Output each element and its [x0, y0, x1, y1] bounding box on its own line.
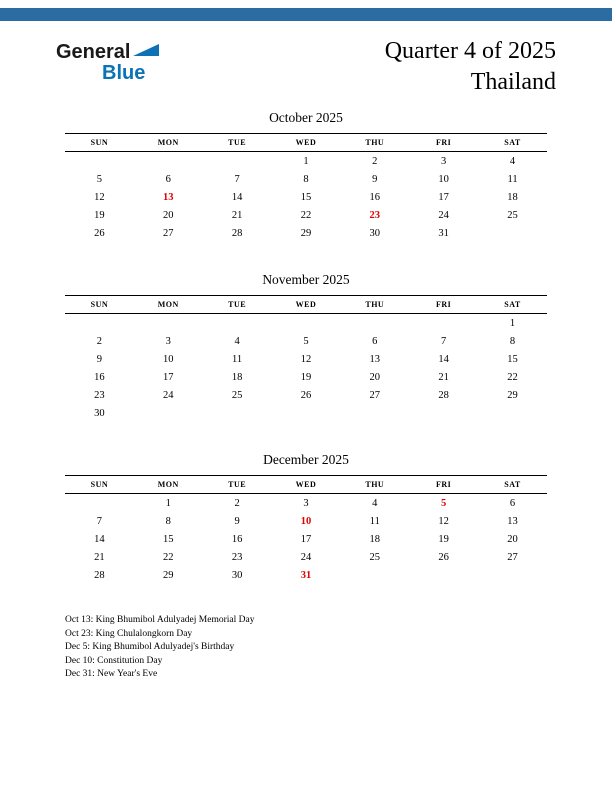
day-cell: 19: [438, 533, 449, 545]
empty-cell: [134, 314, 203, 333]
general-blue-logo: [56, 36, 159, 84]
title-country: Thailand: [470, 69, 556, 95]
day-cell: 12: [300, 353, 312, 365]
month-grid: [65, 475, 547, 584]
day-cell: 24: [300, 551, 312, 563]
weekday-header: WED: [272, 296, 341, 314]
week-row: [65, 494, 547, 513]
day-cell: 10: [438, 173, 449, 185]
day-cell: 5: [303, 335, 309, 347]
day-cell: 8: [509, 335, 516, 347]
empty-cell: [409, 566, 478, 584]
week-row: [65, 152, 547, 171]
empty-cell: [272, 404, 341, 422]
day-cell: 4: [234, 335, 240, 347]
day-cell: 26: [300, 389, 312, 401]
weekday-header: WED: [272, 134, 341, 152]
weekday-header: SAT: [478, 134, 547, 152]
day-cell: 12: [438, 515, 449, 527]
weekday-header: TUE: [203, 296, 272, 314]
day-cell: 22: [507, 371, 518, 383]
top-accent-bar: [0, 8, 612, 21]
day-cell: 26: [438, 551, 449, 563]
holiday-note: Dec 31: New Year's Eve: [65, 669, 158, 679]
day-cell: 27: [369, 389, 381, 401]
day-cell: 11: [507, 173, 518, 185]
title-quarter: Quarter 4 of 2025: [384, 38, 556, 64]
day-cell: 17: [300, 533, 312, 545]
holiday-notes: [65, 614, 547, 682]
day-cell: 25: [507, 209, 518, 221]
day-cell: 2: [96, 335, 103, 347]
weekday-header: MON: [134, 134, 203, 152]
day-cell: 14: [438, 353, 449, 365]
week-row: [65, 350, 547, 368]
month-november: [65, 272, 547, 422]
day-cell: 21: [231, 209, 243, 221]
weekday-header: WED: [272, 476, 341, 494]
day-cell: 18: [231, 371, 243, 383]
day-cell: 1: [509, 317, 516, 329]
week-row: [65, 368, 547, 386]
weekday-header: FRI: [409, 476, 478, 494]
day-cell: 7: [234, 173, 240, 185]
week-row: [65, 314, 547, 333]
holiday-note: Oct 13: King Bhumibol Adulyadej Memorial Day: [65, 615, 255, 625]
day-cell: 6: [372, 335, 378, 347]
week-row: [65, 224, 547, 242]
weekday-header: SUN: [65, 476, 134, 494]
page-title: [385, 36, 556, 98]
months-container: [65, 110, 547, 584]
day-cell: 11: [369, 515, 380, 527]
day-cell: 14: [231, 191, 243, 203]
day-cell: 22: [300, 209, 312, 221]
month-title: October 2025: [269, 110, 343, 125]
month-title: November 2025: [262, 272, 350, 287]
weekday-header-row: [65, 296, 547, 314]
day-cell: 11: [232, 353, 243, 365]
weekday-header: MON: [134, 296, 203, 314]
day-cell: 6: [509, 497, 516, 509]
day-cell: 9: [234, 515, 240, 527]
logo-word-blue: Blue: [102, 62, 146, 84]
day-cell: 13: [507, 515, 518, 527]
day-cell: 13: [163, 191, 174, 203]
weekday-header: SAT: [478, 476, 547, 494]
day-cell: 19: [300, 371, 312, 383]
day-cell: 18: [369, 533, 381, 545]
day-cell: 24: [438, 209, 449, 221]
week-row: [65, 188, 547, 206]
day-cell: 9: [372, 173, 378, 185]
day-cell: 15: [300, 191, 312, 203]
day-cell: 8: [165, 515, 171, 527]
day-cell: 17: [438, 191, 449, 203]
weekday-header: SAT: [478, 296, 547, 314]
day-cell: 27: [507, 551, 518, 563]
day-cell: 1: [303, 155, 309, 167]
holiday-note: Dec 5: King Bhumibol Adulyadej's Birthday: [65, 642, 235, 652]
day-cell: 12: [94, 191, 105, 203]
calendar-content: [65, 110, 547, 682]
empty-cell: [134, 152, 203, 171]
day-cell: 4: [372, 497, 378, 509]
day-cell: 27: [163, 227, 174, 239]
day-cell: 7: [96, 515, 103, 527]
day-cell: 24: [163, 389, 174, 401]
empty-cell: [478, 404, 547, 422]
empty-cell: [478, 224, 547, 242]
weekday-header: TUE: [203, 476, 272, 494]
month-october: [65, 110, 547, 242]
weekday-header: THU: [340, 296, 409, 314]
empty-cell: [272, 314, 341, 333]
day-cell: 17: [163, 371, 174, 383]
empty-cell: [409, 314, 478, 333]
week-row: [65, 206, 547, 224]
day-cell: 31: [438, 227, 449, 239]
day-cell: 28: [94, 569, 105, 581]
week-row: [65, 566, 547, 584]
week-row: [65, 170, 547, 188]
day-cell: 2: [234, 497, 240, 509]
empty-cell: [65, 494, 134, 513]
month-grid: [65, 133, 547, 242]
day-cell: 8: [303, 173, 309, 185]
logo-word-general: General: [56, 41, 131, 63]
weekday-header: TUE: [203, 134, 272, 152]
day-cell: 20: [369, 371, 381, 383]
weekday-header-row: [65, 134, 547, 152]
month-december: [65, 452, 547, 584]
day-cell: 30: [369, 227, 381, 239]
empty-cell: [203, 314, 272, 333]
day-cell: 30: [94, 407, 105, 419]
empty-cell: [409, 404, 478, 422]
day-cell: 20: [163, 209, 174, 221]
day-cell: 28: [438, 389, 449, 401]
weekday-header: SUN: [65, 296, 134, 314]
logo-word-general-row: [56, 42, 159, 63]
day-cell: 29: [300, 227, 312, 239]
day-cell: 15: [507, 353, 518, 365]
empty-cell: [340, 566, 409, 584]
empty-cell: [134, 404, 203, 422]
day-cell: 3: [165, 335, 171, 347]
empty-cell: [340, 314, 409, 333]
week-row: [65, 512, 547, 530]
day-cell: 13: [369, 353, 381, 365]
day-cell: 23: [369, 209, 381, 221]
day-cell: 2: [372, 155, 378, 167]
day-cell: 23: [231, 551, 243, 563]
day-cell: 5: [96, 173, 103, 185]
day-cell: 7: [441, 335, 447, 347]
empty-cell: [65, 314, 134, 333]
week-row: [65, 332, 547, 350]
weekday-header: THU: [340, 476, 409, 494]
day-cell: 10: [163, 353, 174, 365]
weekday-header-row: [65, 476, 547, 494]
day-cell: 6: [165, 173, 171, 185]
day-cell: 28: [231, 227, 243, 239]
day-cell: 9: [96, 353, 103, 365]
week-row: [65, 404, 547, 422]
day-cell: 26: [94, 227, 105, 239]
month-grid: [65, 295, 547, 422]
day-cell: 18: [507, 191, 518, 203]
page-header: [56, 36, 556, 98]
empty-cell: [203, 152, 272, 171]
empty-cell: [340, 404, 409, 422]
day-cell: 14: [94, 533, 105, 545]
day-cell: 21: [438, 371, 449, 383]
day-cell: 30: [231, 569, 243, 581]
day-cell: 29: [507, 389, 518, 401]
day-cell: 19: [94, 209, 105, 221]
day-cell: 10: [300, 515, 312, 527]
day-cell: 21: [94, 551, 105, 563]
day-cell: 29: [163, 569, 174, 581]
holiday-note: Dec 10: Constitution Day: [65, 655, 163, 666]
weekday-header: FRI: [409, 134, 478, 152]
day-cell: 25: [231, 389, 243, 401]
day-cell: 31: [300, 569, 312, 581]
day-cell: 23: [94, 389, 105, 401]
month-title: December 2025: [263, 452, 349, 467]
holiday-note: Oct 23: King Chulalongkorn Day: [65, 628, 193, 639]
day-cell: 5: [441, 497, 447, 509]
weekday-header: THU: [340, 134, 409, 152]
flag-triangle-icon: [133, 44, 159, 56]
empty-cell: [65, 152, 134, 171]
week-row: [65, 530, 547, 548]
day-cell: 1: [165, 497, 171, 509]
day-cell: 16: [231, 533, 243, 545]
day-cell: 20: [507, 533, 518, 545]
day-cell: 3: [441, 155, 447, 167]
weekday-header: SUN: [65, 134, 134, 152]
weekday-header: MON: [134, 476, 203, 494]
day-cell: 3: [303, 497, 309, 509]
weekday-header: FRI: [409, 296, 478, 314]
empty-cell: [478, 566, 547, 584]
day-cell: 16: [369, 191, 381, 203]
day-cell: 16: [94, 371, 105, 383]
week-row: [65, 548, 547, 566]
day-cell: 22: [163, 551, 174, 563]
day-cell: 15: [163, 533, 174, 545]
day-cell: 4: [509, 155, 516, 167]
day-cell: 25: [369, 551, 381, 563]
week-row: [65, 386, 547, 404]
empty-cell: [203, 404, 272, 422]
